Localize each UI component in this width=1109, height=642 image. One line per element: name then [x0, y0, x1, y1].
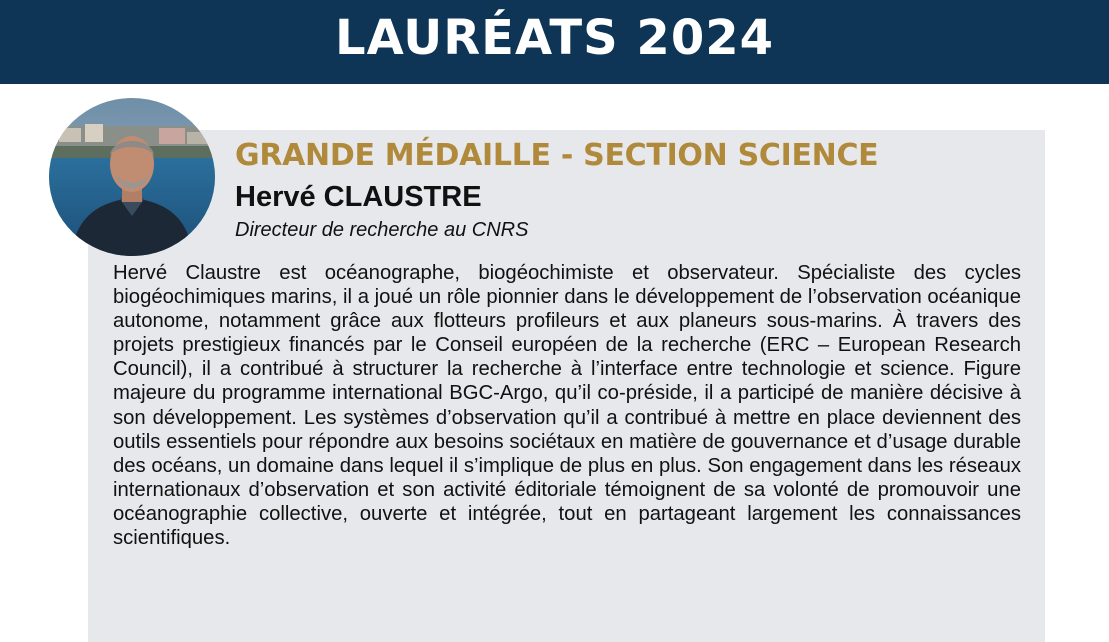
laureate-name: Hervé CLAUSTRE	[235, 181, 482, 213]
laureate-biography: Hervé Claustre est océanographe, biogéochimiste et observateur. Spécialiste des cycles biogéochimiques marins, il a joué un rôle pionnier dans le développement de l’observation océanique autonome, notamment grâce aux flotteurs profileurs et aux planeurs sous-marins. À travers des projets prestigieux financés par le Conseil européen de la recherche (ERC – European Research Council), il a contribué à structurer la recherche à l’interface entre technologie et science. Figure majeure du programme international BGC-Argo, qu’il co-préside, il a participé de manière décisive à son développement. Les systèmes d’observation qu’il a contribué à mettre en place deviennent des outils essentiels pour répondre aux besoins sociétaux en matière de gouvernance et d’usage durable des océans, un domaine dans lequel il s’implique de plus en plus. Son engagement dans les réseaux internationaux d’observation et son activité éditoriale témoignent de sa volonté de promouvoir une océanographie collective, ouverte et intégrée, tout en partageant largement les connaissances scientifiques.	[113, 262, 1021, 550]
page-header-banner	[0, 0, 1109, 84]
laureate-portrait-photo	[49, 98, 215, 256]
award-title: GRANDE MÉDAILLE - SECTION SCIENCE	[235, 138, 879, 173]
page-title: LAURÉATS 2024	[334, 10, 775, 66]
laureate-role: Directeur de recherche au CNRS	[235, 219, 529, 241]
